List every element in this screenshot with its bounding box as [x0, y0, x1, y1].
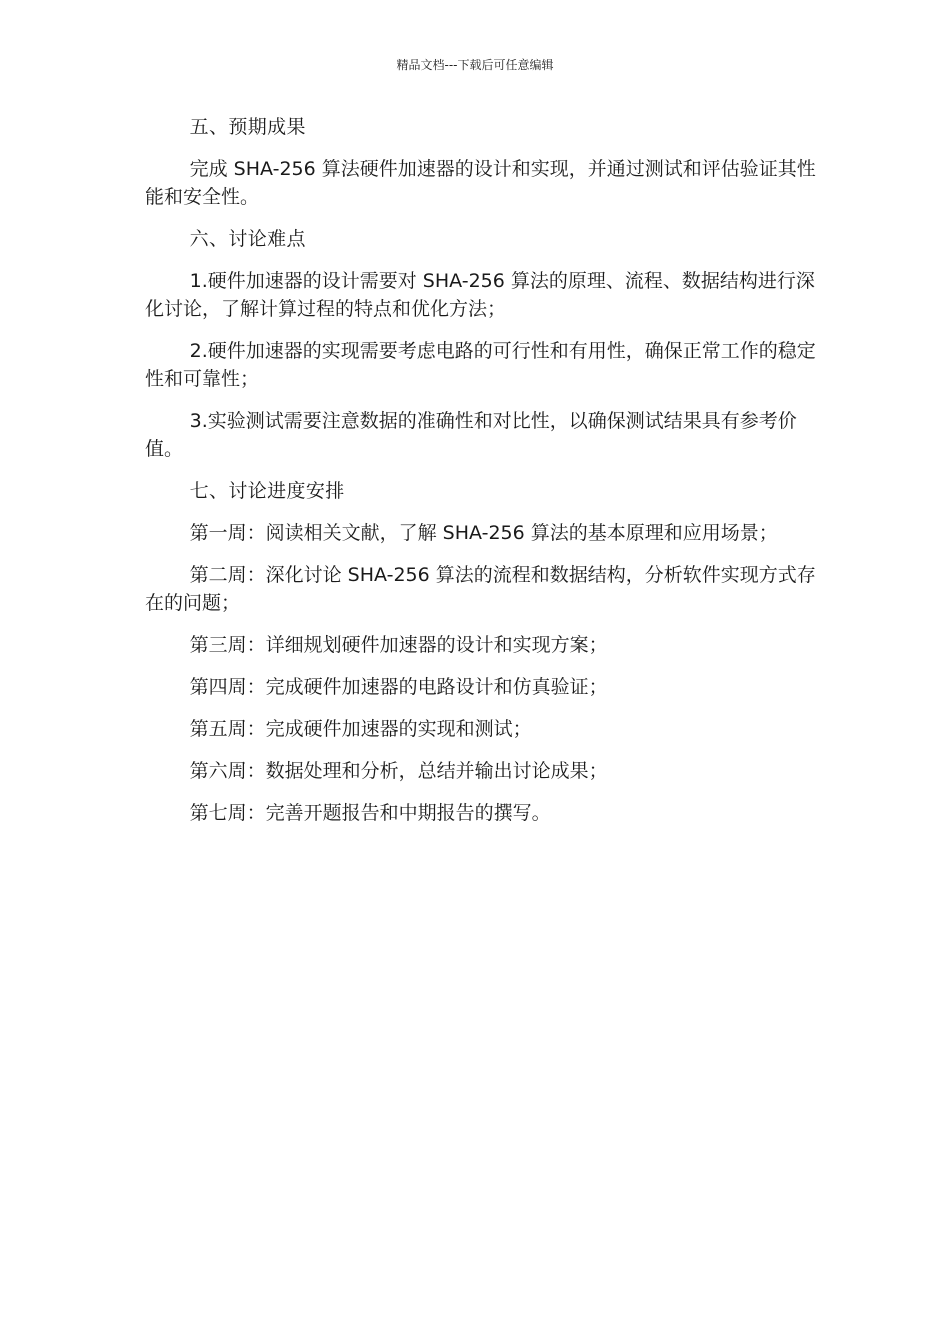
paragraph-difficulty-2: 2.硬件加速器的实现需要考虑电路的可行性和有用性，确保正常工作的稳定性和可靠性；: [145, 340, 816, 390]
schedule-week-7: 第七周：完善开题报告和中期报告的撰写。: [189, 802, 551, 824]
section-heading-expected-results: 五、预期成果: [189, 116, 306, 138]
schedule-week-3: 第三周：详细规划硬件加速器的设计和实现方案；: [189, 634, 608, 656]
paragraph-difficulty-1: 1.硬件加速器的设计需要对 SHA-256 算法的原理、流程、数据结构进行深化讨论，了解计算过程的特点和优化方法；: [145, 270, 815, 320]
document-body: [145, 113, 817, 827]
section-heading-difficulties: 六、讨论难点: [189, 228, 306, 250]
page-header: 精品文档---下载后可任意编辑: [396, 58, 554, 72]
paragraph-difficulty-3: 3.实验测试需要注意数据的准确性和对比性，以确保测试结果具有参考价值。: [145, 410, 797, 460]
paragraph-expected-results: 完成 SHA-256 算法硬件加速器的设计和实现，并通过测试和评估验证其性能和安全性。: [145, 158, 816, 208]
schedule-week-6: 第六周：数据处理和分析，总结并输出讨论成果；: [189, 760, 608, 782]
schedule-week-2: 第二周：深化讨论 SHA-256 算法的流程和数据结构，分析软件实现方式存在的问题；: [145, 564, 816, 614]
section-heading-schedule: 七、讨论进度安排: [189, 480, 345, 502]
schedule-week-4: 第四周：完成硬件加速器的电路设计和仿真验证；: [189, 676, 608, 698]
schedule-week-1: 第一周：阅读相关文献，了解 SHA-256 算法的基本原理和应用场景；: [189, 522, 778, 544]
schedule-week-5: 第五周：完成硬件加速器的实现和测试；: [189, 718, 532, 740]
